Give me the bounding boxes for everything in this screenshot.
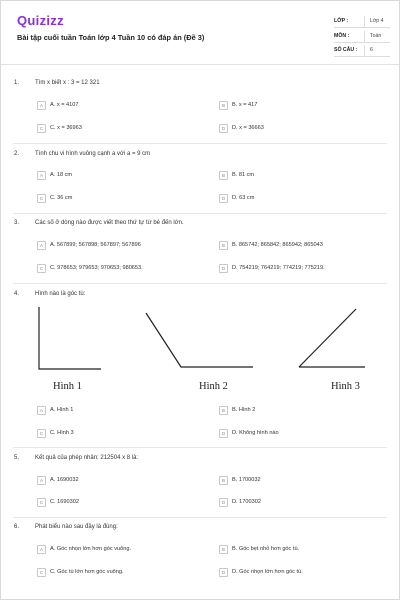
angle-figures [1, 303, 400, 373]
option-text: C. 1690302 [50, 499, 79, 505]
option-a[interactable] [37, 404, 73, 416]
option-text: C. 978653; 979653; 970653; 980653. [50, 265, 143, 271]
option-a[interactable] [37, 474, 79, 486]
option-c[interactable] [37, 122, 82, 134]
option-text: B. 1700032 [232, 477, 261, 483]
option-c[interactable] [37, 566, 124, 578]
option-key-box: C [37, 194, 46, 203]
option-a[interactable] [37, 543, 131, 555]
option-d[interactable] [219, 496, 261, 508]
option-a[interactable] [37, 169, 72, 181]
option-key-box: D [219, 498, 228, 507]
option-c[interactable] [37, 427, 74, 439]
option-b[interactable] [219, 543, 299, 555]
meta-label: SỐ CÂU : [334, 47, 358, 53]
question-divider [13, 447, 387, 448]
option-key-box: C [37, 429, 46, 438]
option-text: B. 865742; 865842; 865942; 865043 [232, 242, 323, 248]
option-text: A. 1690032 [50, 477, 79, 483]
option-key-box: B [219, 101, 228, 110]
option-text: C. x = 36963 [50, 125, 82, 131]
option-d[interactable] [219, 262, 325, 274]
option-d[interactable] [219, 566, 303, 578]
option-key-box: A [37, 476, 46, 485]
option-key-box: A [37, 545, 46, 554]
meta-label: LỚP : [334, 18, 349, 24]
option-c[interactable] [37, 262, 143, 274]
option-key-box: B [219, 241, 228, 250]
option-text: D. Không hình nào [232, 430, 279, 436]
option-key-box: D [219, 124, 228, 133]
option-key-box: B [219, 171, 228, 180]
option-key-box: A [37, 101, 46, 110]
worksheet-header [1, 1, 399, 65]
figure-2-caption: Hình 2 [199, 381, 228, 392]
option-key-box: B [219, 476, 228, 485]
option-key-box: B [219, 406, 228, 415]
question-text: Hình nào là góc tù: [35, 291, 86, 297]
option-key-box: C [37, 264, 46, 273]
option-text: D. Góc nhọn lớn hơn góc tù. [232, 569, 303, 575]
option-text: A. x = 4107 [50, 102, 79, 108]
question-divider [13, 213, 387, 214]
meta-value: 6 [370, 47, 373, 53]
option-key-box: D [219, 194, 228, 203]
option-key-box: B [219, 545, 228, 554]
option-text: D. 754219; 764219; 774219; 775219. [232, 265, 325, 271]
option-key-box: C [37, 124, 46, 133]
figure-2-obtuse-angle [146, 313, 253, 367]
option-text: C. Hình 3 [50, 430, 74, 436]
option-a[interactable] [37, 99, 78, 111]
option-key-box: A [37, 171, 46, 180]
option-text: A. 18 cm [50, 172, 73, 178]
worksheet-title: Bài tập cuối tuần Toán lớp 4 Tuần 10 có đáp án (Đề 3) [17, 33, 205, 42]
question-divider [13, 143, 387, 144]
quizizz-logo: Quizizz [17, 13, 64, 28]
figure-3-caption: Hình 3 [331, 381, 360, 392]
option-key-box: D [219, 429, 228, 438]
option-text: B. Hình 2 [232, 407, 256, 413]
option-b[interactable] [219, 239, 323, 251]
option-text: C. 36 cm [50, 195, 73, 201]
question-number: 6. [14, 524, 20, 530]
question-number: 3. [14, 220, 20, 226]
option-text: A. 567899; 567898; 567897; 567896 [50, 242, 141, 248]
option-d[interactable] [219, 427, 279, 439]
option-text: C. Góc tù lớn hơn góc vuông. [50, 569, 124, 575]
question-number: 5. [14, 455, 20, 461]
option-key-box: D [219, 264, 228, 273]
question-divider [13, 283, 387, 284]
option-text: D. x = 36663 [232, 125, 264, 131]
option-key-box: D [219, 568, 228, 577]
question-number: 1. [14, 80, 20, 86]
question-text: Tìm x biết x : 3 = 12 321 [35, 80, 100, 86]
option-c[interactable] [37, 192, 72, 204]
option-c[interactable] [37, 496, 79, 508]
option-key-box: C [37, 568, 46, 577]
option-b[interactable] [219, 404, 255, 416]
figure-1-caption: Hình 1 [53, 381, 82, 392]
question-number: 2. [14, 151, 20, 157]
option-key-box: C [37, 498, 46, 507]
option-key-box: A [37, 241, 46, 250]
option-text: A. Hình 1 [50, 407, 74, 413]
question-text: Các số ở dòng nào được viết theo thứ tự từ bé đến lớn. [35, 220, 184, 226]
option-text: B. x = 417 [232, 102, 258, 108]
option-text: A. Góc nhọn lớn hơn góc vuông. [50, 546, 132, 552]
question-text: Tính chu vi hình vuông cạnh a với a = 9 cm [35, 151, 151, 157]
question-text: Kết quả của phép nhân: 212504 x 8 là: [35, 455, 139, 461]
meta-value: Lớp 4 [370, 18, 384, 24]
option-text: D. 63 cm [232, 195, 255, 201]
option-text: D. 1700302 [232, 499, 261, 505]
question-divider [13, 517, 387, 518]
meta-label: MÔN : [334, 33, 350, 39]
figure-1-right-angle [39, 307, 101, 369]
option-d[interactable] [219, 192, 254, 204]
option-text: B. 81 cm [232, 172, 255, 178]
option-b[interactable] [219, 169, 254, 181]
option-a[interactable] [37, 239, 141, 251]
question-number: 4. [14, 291, 20, 297]
question-text: Phát biểu nào sau đây là đúng: [35, 524, 118, 530]
option-b[interactable] [219, 474, 261, 486]
option-d[interactable] [219, 122, 264, 134]
option-b[interactable] [219, 99, 257, 111]
meta-value: Toán [370, 33, 382, 39]
figure-3-acute-angle [299, 309, 365, 367]
option-text: B. Góc bẹt nhỏ hơn góc tù. [232, 546, 300, 552]
option-key-box: A [37, 406, 46, 415]
